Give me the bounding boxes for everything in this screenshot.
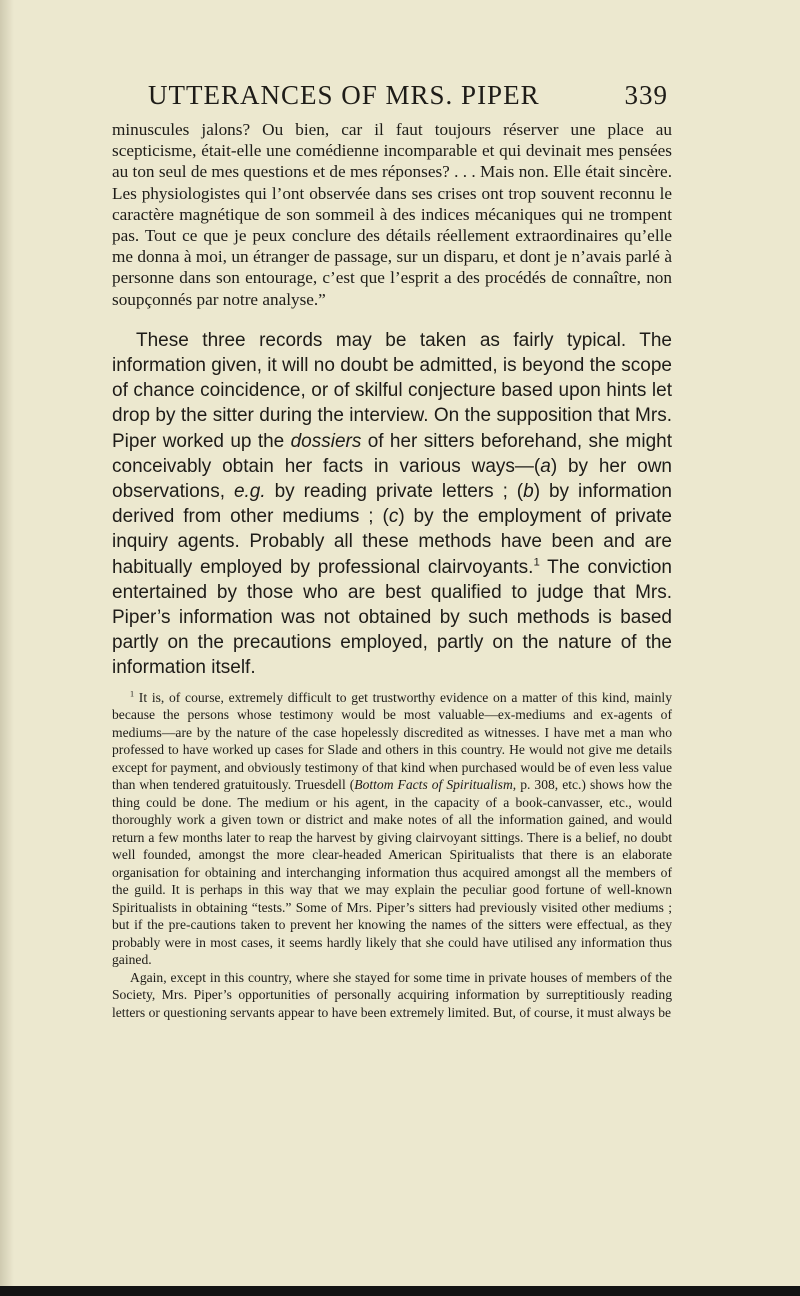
footnote-text: It is, of course, extremely difficult to get trustworthy evidence on a matter of this kind, mainly because the persons whose testimony would be most valuable—ex-mediums and ex-agents of mediums—are by the nature of the case hopelessly discredited as witnesses. I have met a man who professed to have worked up cases for Slade and others in this country. He would not give me details except for payment, and obviously testimony of that kind when purchased would be of even less value than when tendered gratuitously. Truesdell ( [112, 689, 672, 793]
main-text: These three records may be taken as fairly typical. The information given, it will no doubt be admitted, is beyond the scope of chance coincidence, or of skilful conjecture based upon hints let drop by the sitter during the interview. On the supposition that Mrs. Piper worked up the [112, 329, 672, 452]
footnote-reference: 1 [533, 556, 540, 569]
list-marker-b: b [523, 481, 534, 503]
main-text: ) by the employment of private inquiry agents. Probably all these methods have been and are habitually employed by professional clairvoyants. [112, 506, 672, 578]
main-text: of her sitters beforehand, she might conceivably obtain her facts in various ways—( [112, 430, 672, 477]
running-head-title: UTTERANCES OF MRS. PIPER [148, 80, 540, 110]
footnote-paragraph-2: Again, except in this country, where she stayed for some time in private houses of members of the Society, Mrs. Piper’s opportunities of personally acquiring information by surreptitiously reading letters or questioning servants appear to have been extremely limited. But, of course, it must always be [112, 969, 672, 1020]
main-paragraph [112, 328, 672, 681]
list-marker-c: c [388, 506, 399, 528]
page-edge-shadow [0, 0, 14, 1296]
french-quote-paragraph: minuscules jalons? Ou bien, car il faut toujours réserver une place au scepticisme, était-elle une comédienne incomparable et qui devinait mes pensées au ton seul de mes questions et de mes réponses? . . . Mais non. Elle était sincère. Les physiologistes qui l’ont observée dans ses crises ont trop souvent reconnu le caractère magnétique de son sommeil à des indices mécaniques qui ne trompent pas. Tout ce que je peux conclure des détails réellement extraordinaires qu’elle me donna à moi, un étranger de passage, sur un disparu, et dont je n’avais parlé à personne dans son entourage, c’est que l’esprit a des procédés de connaître, non soupçonnés par notre analyse.” [112, 120, 672, 309]
main-text: ) by her own observations, [112, 455, 672, 503]
main-text: The conviction entertained by those who are best qualified to judge that Mrs. Piper’s information was not obtained by such methods is based partly on the precautions employed, partly on the nature of the information itself. [112, 556, 672, 679]
list-marker-a: a [540, 455, 551, 477]
emphasis-dossiers: dossiers [290, 430, 362, 452]
page-body [112, 119, 672, 1021]
page-bottom-edge [0, 1286, 800, 1296]
page-number: 339 [624, 80, 668, 110]
footnote-marker: 1 [130, 689, 135, 699]
footnote [112, 689, 672, 969]
book-title: Bottom Facts of Spiritualism [354, 777, 513, 793]
emphasis-eg: e.g. [233, 481, 266, 503]
footnote-text: , p. 308, etc.) shows how the thing could be done. The medium or his agent, in the capacity of a book-canvasser, etc., would thoroughly work a given town or district and make notes of all the information gained, and would return a few months later to reap the harvest by giving clairvoyant sittings. There is a belief, no doubt well founded, amongst the more clear-headed American Spiritualists that there is an elaborate organisation for obtaining and interchanging information thus acquired amongst all the members of the guild. It is perhaps in this way that we may explain the peculiar good fortune of well-known Spiritualists in obtaining “tests.” Some of Mrs. Piper’s sitters had previously visited other mediums ; but if the pre-cautions taken to prevent her knowing the names of the sitters were effectual, as they probably were in most cases, it seems hardly likely that she could have utilised any information thus gained. [112, 777, 672, 968]
main-text: by reading private letters ; ( [265, 481, 524, 503]
running-head [148, 80, 668, 111]
main-text: ) by information derived from other mediums ; ( [112, 481, 672, 528]
